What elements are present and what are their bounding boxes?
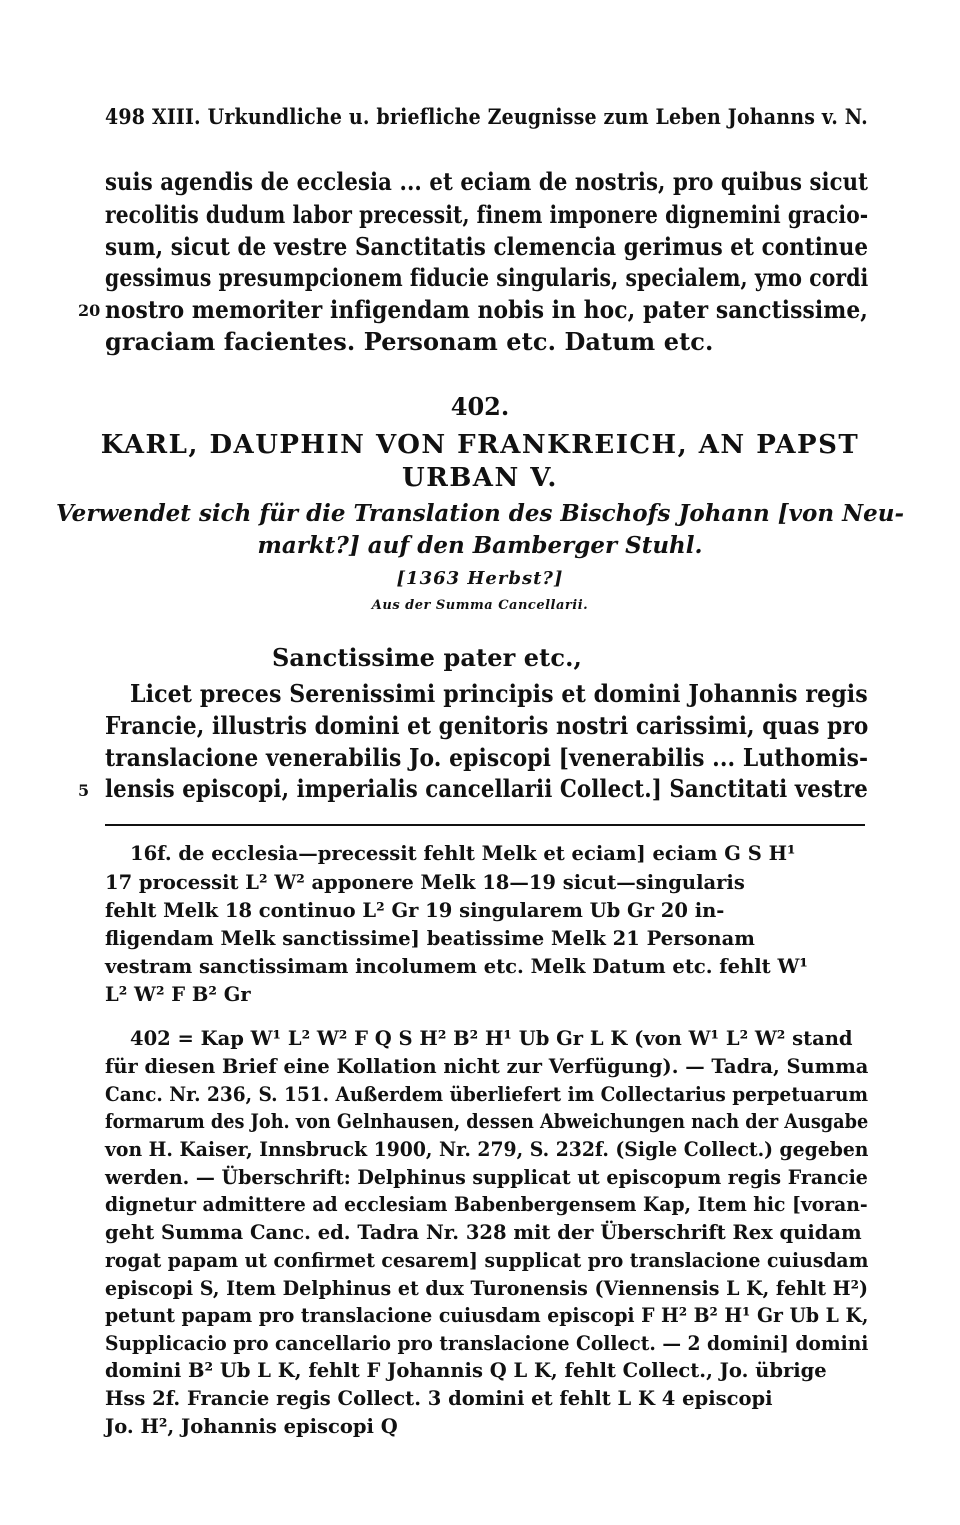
line-number: 5 [78,781,90,800]
note-line: petunt papam pro translacione cuiusdam episcopi F H² B² H¹ Gr Ub L K, [105,1304,869,1327]
body-line: Licet preces Serenissimi principis et domini Johannis regis [130,679,868,708]
line-number: 20 [78,301,101,320]
regest: Verwendet sich für die Translation des Bischofs Johann [von Neu- [55,500,905,527]
body-line: translacione venerabilis Jo. episcopi [venerabilis ... Luthomis- [105,743,869,772]
body-line: gessimus presumpcionem fiducie singularis, specialem, ymo cordi [105,263,869,292]
apparatus-line: 17 processit L² W² apponere Melk 18—19 sicut—singularis [105,871,745,894]
body-line: lensis episcopi, imperialis cancellarii Collect.] Sanctitati vestre [105,774,868,803]
note-line: Hss 2f. Francie regis Collect. 3 domini et fehlt L K 4 episcopi [105,1387,773,1410]
note-line: Jo. H², Johannis episcopi Q [105,1415,398,1438]
regest: markt?] auf den Bamberger Stuhl. [257,532,703,559]
note-line: domini B² Ub L K, fehlt F Johannis Q L K, fehlt Collect., Jo. übrige [105,1359,827,1382]
note-line: Supplicacio pro cancellario pro translacione Collect. — 2 domini] domini [105,1332,869,1355]
document-title: URBAN V. [402,463,558,493]
salutation: Sanctissime pater etc., [272,643,582,672]
apparatus-line: 16f. de ecclesia—precessit fehlt Melk et eciam] eciam G S H¹ [130,842,796,865]
note-line: episcopi S, Item Delphinus et dux Turonensis (Viennensis L K, fehlt H²) [105,1277,868,1300]
note-line: Canc. Nr. 236, S. 151. Außerdem überliefert im Collectarius perpetuarum [105,1083,869,1106]
document-source: Aus der Summa Cancellarii. [371,598,589,613]
body-line: suis agendis de ecclesia ... et eciam de nostris, pro quibus sicut [105,167,869,196]
body-line: sum, sicut de vestre Sanctitatis clemencia gerimus et continue [105,232,869,261]
apparatus-line: L² W² F B² Gr [105,983,251,1006]
document-title: KARL, DAUPHIN VON FRANKREICH, AN PAPST [100,430,860,460]
note-line: werden. — Überschrift: Delphinus supplicat ut episcopum regis Francie [105,1166,868,1189]
body-line: recolitis dudum labor precessit, finem imponere dignemini gracio- [105,200,869,229]
body-line: graciam facientes. Personam etc. Datum etc. [105,327,714,356]
note-line: 402 = Kap W¹ L² W² F Q S H² B² H¹ Ub Gr L K (von W¹ L² W² stand [130,1027,853,1050]
document-date: [1363 Herbst?] [396,568,564,589]
footnote-rule [105,824,865,826]
apparatus-line: fehlt Melk 18 continuo L² Gr 19 singularem Ub Gr 20 in- [105,899,725,922]
note-line: von H. Kaiser, Innsbruck 1900, Nr. 279, S. 232f. (Sigle Collect.) gegeben [105,1138,869,1161]
note-line: geht Summa Canc. ed. Tadra Nr. 328 mit der Überschrift Rex quidam [105,1221,862,1244]
note-line: formarum des Joh. von Gelnhausen, dessen Abweichungen nach der Ausgabe [105,1110,869,1133]
apparatus-line: fligendam Melk sanctissime] beatissime Melk 21 Personam [105,927,755,950]
running-header: 498 XIII. Urkundliche u. briefliche Zeugnisse zum Leben Johanns v. N. [105,104,868,129]
body-line: Francie, illustris domini et genitoris nostri carissimi, quas pro [105,711,869,740]
note-line: dignetur admittere ad ecclesiam Babenbergensem Kap, Item hic [voran- [105,1193,868,1216]
note-line: rogat papam ut confirmet cesarem] supplicat pro translacione cuiusdam [105,1249,869,1272]
body-line: nostro memoriter infigendam nobis in hoc, pater sanctissime, [105,295,868,324]
document-number: 402. [450,392,510,421]
apparatus-line: vestram sanctissimam incolumem etc. Melk Datum etc. fehlt W¹ [105,955,808,978]
note-line: für diesen Brief eine Kollation nicht zur Verfügung). — Tadra, Summa [105,1055,869,1078]
